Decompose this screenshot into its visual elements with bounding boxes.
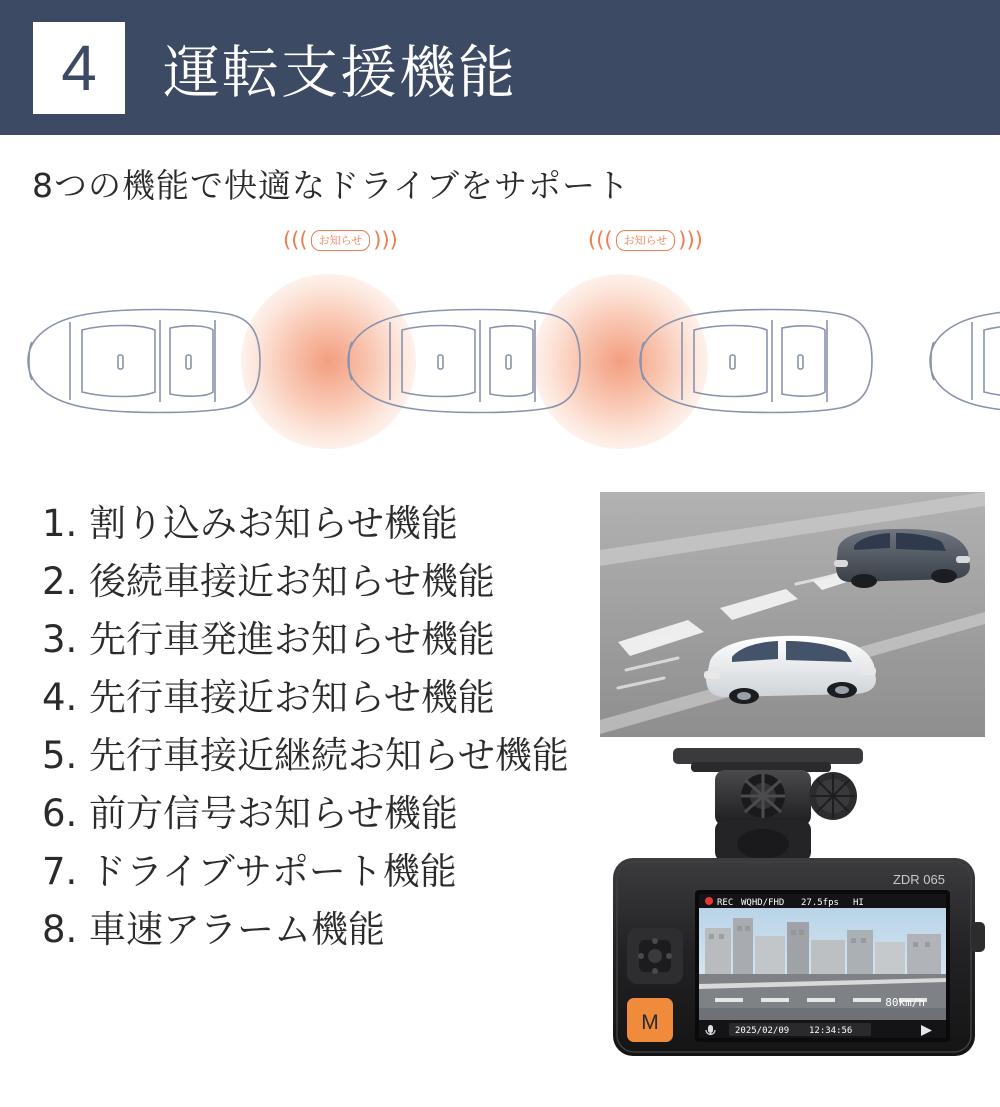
alert-paren-right-icon: ))) [678,228,703,252]
list-item-label: 後続車接近お知らせ機能 [89,560,495,603]
list-item [42,618,662,661]
mode-text: M [641,1011,659,1034]
list-item [42,676,662,719]
alert-label: お知らせ [616,230,676,251]
alert-badge [588,230,703,251]
car-outline [622,300,877,422]
navigation-pad-button[interactable] [627,926,683,982]
speed-text: 80km/h [885,996,925,1009]
alert-paren-right-icon: ))) [373,228,398,252]
list-item-number: 1. [42,502,78,545]
cars-illustration [0,222,1000,477]
list-item-number: 8. [42,908,78,951]
list-item-number: 5. [42,734,78,777]
list-item [42,850,662,893]
page-header [0,0,1000,135]
date-text: 2025/02/09 [735,1026,790,1036]
alert-paren-left-icon: ((( [588,228,613,252]
dashcam-device [595,740,995,1100]
mode-button[interactable] [627,996,673,1040]
quality-text: HI [853,898,864,908]
list-item [42,734,662,777]
list-item [42,908,662,951]
list-item-label: 先行車接近お知らせ機能 [89,676,495,719]
alert-label: お知らせ [311,230,371,251]
list-item-label: ドライブサポート機能 [89,850,457,893]
car-outline [330,300,585,422]
feature-list [42,502,662,969]
section-number: 4 [61,31,97,104]
list-item [42,560,662,603]
alert-badge [283,230,398,251]
list-item-number: 7. [42,850,78,893]
alert-paren-left-icon: ((( [283,228,308,252]
list-item-number: 3. [42,618,78,661]
list-item-number: 6. [42,792,78,835]
rec-text: REC [717,898,734,908]
time-text: 12:34:56 [809,1026,853,1036]
list-item [42,502,662,545]
model-text: ZDR 065 [892,872,945,887]
road-photo [600,492,985,737]
list-item-label: 割り込みお知らせ機能 [89,502,458,545]
car-outline [10,300,265,422]
section-number-box [33,22,125,114]
list-item-number: 4. [42,676,78,719]
fps-text: 27.5fps [801,898,839,908]
list-item-label: 先行車発進お知らせ機能 [89,618,495,661]
page-title: 運転支援機能 [163,39,517,106]
subtitle: 8つの機能で快適なドライブをサポート [32,166,631,205]
list-item-label: 先行車接近継続お知らせ機能 [89,734,569,777]
car-outline [912,300,1000,422]
list-item [42,792,662,835]
list-item-number: 2. [42,560,78,603]
res-text: WQHD/FHD [741,898,785,908]
list-item-label: 車速アラーム機能 [89,908,385,951]
list-item-label: 前方信号お知らせ機能 [89,792,458,835]
